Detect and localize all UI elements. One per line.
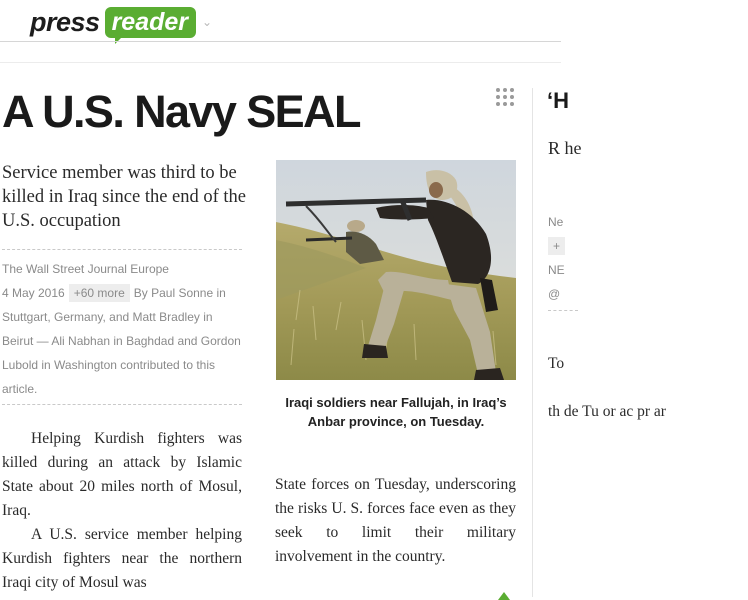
article-body-left — [2, 427, 242, 595]
next-article-byline-cont: @ — [548, 287, 561, 301]
article-photo[interactable] — [276, 160, 516, 380]
more-button[interactable]: +60 more — [69, 284, 130, 302]
byline: By Paul Sonne in Stuttgart, Germany, and Matt Bradley in Beirut — Ali Nabhan in Baghdad and Gordon Lubold in Washington contributed to this article. — [2, 286, 241, 396]
logo-press-text: press — [30, 6, 100, 37]
toolbar-divider — [0, 62, 561, 63]
next-article-body-rest: th de Tu or ac pr ar — [548, 403, 666, 420]
publication-name[interactable]: The Wall Street Journal Europe — [2, 262, 169, 276]
divider — [2, 249, 242, 250]
publication-date: 4 May 2016 — [2, 286, 65, 300]
column-separator — [532, 88, 533, 597]
top-bar — [0, 0, 561, 42]
photo-caption: Iraqi soldiers near Fallujah, in Iraq’s Anbar province, on Tuesday. — [285, 395, 507, 429]
pressreader-logo[interactable] — [30, 4, 212, 40]
next-article-subtitle: R he — [548, 138, 582, 158]
top-bar-divider — [0, 41, 561, 42]
chevron-down-icon[interactable]: ⌄ — [202, 15, 213, 29]
next-article[interactable] — [544, 0, 666, 597]
grip-dots-icon[interactable] — [496, 88, 514, 108]
article-meta — [2, 257, 244, 401]
next-article-publication: Ne — [548, 215, 564, 229]
next-article-more-button[interactable]: + — [548, 237, 565, 255]
next-article-body — [548, 352, 748, 424]
next-article-meta — [548, 210, 748, 306]
divider — [548, 310, 578, 311]
divider — [2, 404, 242, 405]
next-article-headline: ‘H — [547, 88, 569, 113]
body-paragraph: Helping Kurdish fighters was killed during an attack by Islamic State about 20 miles north of Mosul, Iraq. — [2, 430, 242, 519]
article-headline: A U.S. Navy SEAL — [2, 86, 360, 137]
logo-reader-badge: reader — [105, 7, 196, 38]
body-paragraph: A U.S. service member helping Kurdish fighters near the northern Iraqi city of Mosul was — [2, 526, 242, 591]
article-body-right: State forces on Tuesday, underscoring the risks U. S. forces face even as they seek to limit their military involvement in the country. — [275, 476, 516, 565]
next-article-byline: NE — [548, 263, 565, 277]
next-article-body-first: To — [548, 355, 565, 372]
scroll-indicator-icon[interactable] — [498, 588, 510, 600]
soldiers-photo-illustration — [276, 160, 516, 380]
article-subtitle: Service member was third to be killed in Iraq since the end of the U.S. occupation — [2, 163, 247, 231]
